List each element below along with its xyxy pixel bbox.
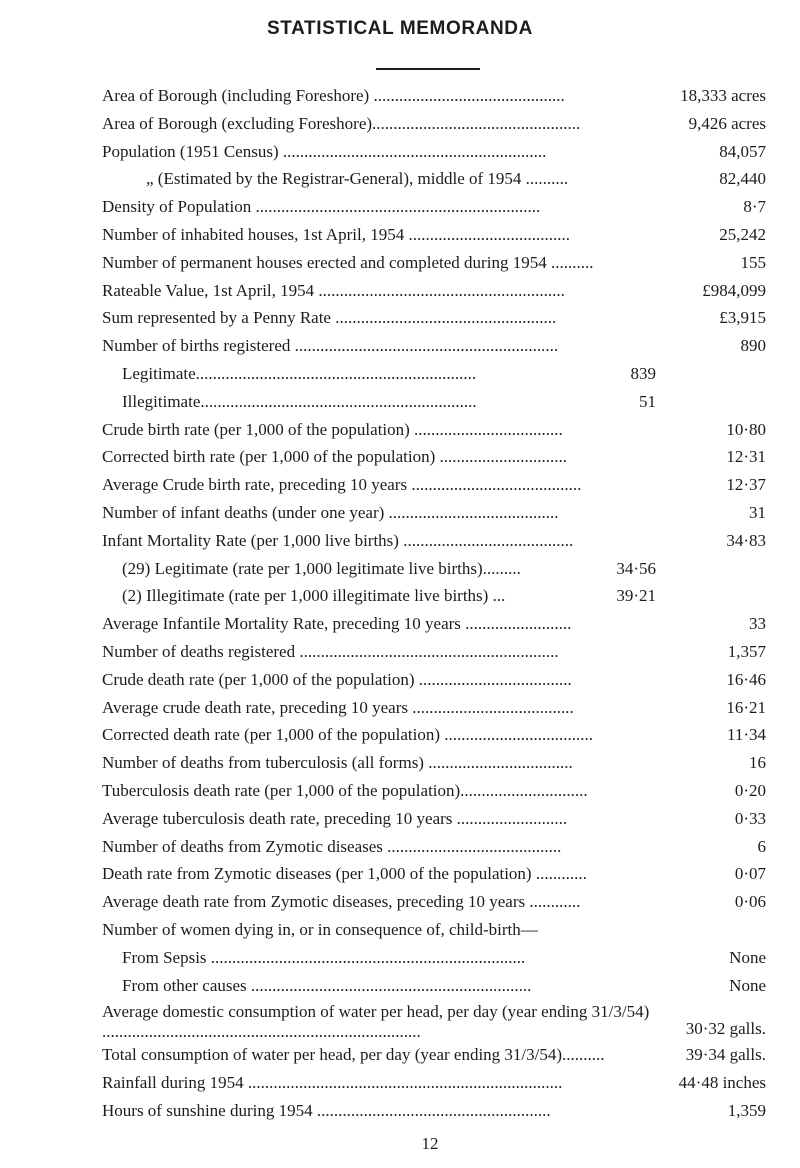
statistic-label: Number of births registered .............................................................. <box>102 336 559 356</box>
statistic-value: 0·07 <box>734 864 766 884</box>
statistic-value: 30·32 galls. <box>685 1019 766 1039</box>
statistic-label: Crude death rate (per 1,000 of the population) .................................... <box>102 669 572 689</box>
statistic-label: Area of Borough (including Foreshore) ............................................. <box>102 86 565 105</box>
statistic-value: 6 <box>757 836 766 856</box>
page-title: STATISTICAL MEMORANDA <box>267 18 533 39</box>
statistic-row <box>102 221 766 249</box>
statistic-row <box>102 110 766 138</box>
statistic-label: Rainfall during 1954 .......................................................................... <box>102 1073 563 1093</box>
statistic-value: 12·31 <box>726 447 766 467</box>
statistic-row <box>102 610 766 638</box>
statistic-value: 44·48 inches <box>678 1073 766 1093</box>
statistic-sub-value: 51 <box>639 391 656 411</box>
statistic-value: None <box>729 975 766 995</box>
statistic-row <box>102 138 766 166</box>
statistic-row <box>102 1069 766 1097</box>
statistic-value: 0·20 <box>734 780 766 800</box>
statistic-row <box>102 694 766 722</box>
statistic-label: Rateable Value, 1st April, 1954 .......................................................... <box>102 280 565 300</box>
statistic-label: Number of inhabited houses, 1st April, 1954 ...................................... <box>102 224 570 244</box>
statistic-label: Average crude death rate, preceding 10 years ...................................... <box>102 697 574 717</box>
statistic-row <box>102 555 766 583</box>
statistic-value: 31 <box>749 502 766 522</box>
title-underline <box>376 68 480 70</box>
statistic-label: From Sepsis .......................................................................... <box>122 947 526 967</box>
statistic-label: Tuberculosis death rate (per 1,000 of the population).............................. <box>102 780 588 800</box>
statistic-row <box>102 82 766 110</box>
statistic-label: Average domestic consumption of water per head, per day (year ending 31/3/54) ........................................................................... <box>102 1002 650 1042</box>
statistic-row <box>102 833 766 861</box>
statistic-value: 8·7 <box>743 197 766 217</box>
statistic-row <box>102 416 766 444</box>
statistic-label: Total consumption of water per head, per day (year ending 31/3/54).......... <box>102 1045 605 1065</box>
statistic-value: 25,242 <box>719 224 766 244</box>
statistic-label: Number of deaths from tuberculosis (all forms) .................................. <box>102 753 573 773</box>
statistic-row <box>102 165 766 193</box>
statistic-row <box>102 360 766 388</box>
statistic-row <box>102 443 766 471</box>
statistic-row <box>102 249 766 277</box>
statistic-row <box>102 721 766 749</box>
statistic-label: Legitimate.................................................................. <box>122 363 477 383</box>
statistic-row <box>102 332 766 360</box>
statistic-row <box>102 471 766 499</box>
statistic-label: Number of deaths registered ............................................................. <box>102 641 559 661</box>
statistic-value: £3,915 <box>719 308 766 328</box>
statistic-value: 12·37 <box>726 475 766 495</box>
statistic-value: 82,440 <box>719 169 766 189</box>
statistic-row <box>102 999 766 1041</box>
statistic-sub-value: 839 <box>630 363 656 383</box>
statistic-label: Illegitimate................................................................. <box>122 391 477 411</box>
statistic-row <box>102 304 766 332</box>
statistic-row <box>102 193 766 221</box>
statistic-label: Average Infantile Mortality Rate, preceding 10 years ......................... <box>102 614 572 634</box>
statistic-value: 890 <box>740 336 766 356</box>
statistic-value: 9,426 acres <box>688 113 766 133</box>
statistic-value: 16 <box>749 753 766 773</box>
statistic-label: Corrected death rate (per 1,000 of the population) ................................... <box>102 725 593 745</box>
statistic-value: 0·33 <box>734 808 766 828</box>
page-number: 12 <box>421 1134 439 1153</box>
statistic-row <box>102 972 766 1000</box>
statistic-row <box>102 777 766 805</box>
statistic-row <box>102 527 766 555</box>
statistic-label: „ (Estimated by the Registrar-General), middle of 1954 .......... <box>146 169 569 189</box>
statistic-value: £984,099 <box>702 280 766 300</box>
statistics-list <box>102 82 766 1125</box>
statistic-row <box>102 388 766 416</box>
statistic-sub-value: 34·56 <box>616 558 656 578</box>
statistic-row <box>102 1041 766 1069</box>
statistic-label: Population (1951 Census) .............................................................. <box>102 141 547 161</box>
statistic-row <box>102 582 766 610</box>
statistic-label: Density of Population ................................................................... <box>102 197 541 217</box>
statistic-label: Number of women dying in, or in consequence of, child-birth— <box>102 919 538 939</box>
statistic-row <box>102 944 766 972</box>
statistic-row <box>102 805 766 833</box>
statistic-label: (29) Legitimate (rate per 1,000 legitimate live births)......... <box>122 558 521 578</box>
statistic-value: 33 <box>749 614 766 634</box>
statistic-label: Death rate from Zymotic diseases (per 1,000 of the population) ............ <box>102 864 587 884</box>
statistic-label: Corrected birth rate (per 1,000 of the population) .............................. <box>102 447 568 467</box>
statistic-label: Number of deaths from Zymotic diseases ......................................... <box>102 836 562 856</box>
statistic-label: Number of infant deaths (under one year) ........................................ <box>102 502 559 522</box>
statistic-label: Average Crude birth rate, preceding 10 years ........................................ <box>102 475 582 495</box>
statistic-row <box>102 499 766 527</box>
statistic-row <box>102 277 766 305</box>
statistic-label: From other causes .................................................................. <box>122 975 532 995</box>
statistic-row <box>102 666 766 694</box>
statistic-value: 0·06 <box>734 892 766 912</box>
statistic-value: 18,333 acres <box>680 86 766 105</box>
statistic-value: 16·21 <box>726 697 766 717</box>
statistic-label: Hours of sunshine during 1954 ....................................................... <box>102 1100 551 1120</box>
statistic-label: Infant Mortality Rate (per 1,000 live births) ........................................ <box>102 530 574 550</box>
statistic-value: 11·34 <box>726 725 766 745</box>
statistic-row <box>102 1097 766 1125</box>
statistic-label: Sum represented by a Penny Rate .................................................... <box>102 308 557 328</box>
statistic-label: Crude birth rate (per 1,000 of the population) ................................... <box>102 419 563 439</box>
statistic-value: 1,359 <box>727 1100 766 1120</box>
statistic-value: 39·34 galls. <box>685 1045 766 1065</box>
statistic-row <box>102 888 766 916</box>
statistic-value: 16·46 <box>726 669 766 689</box>
statistic-value: 84,057 <box>719 141 766 161</box>
statistic-value: 10·80 <box>726 419 766 439</box>
statistic-sub-value: 39·21 <box>616 586 656 606</box>
statistic-row <box>102 860 766 888</box>
statistic-value: 34·83 <box>726 530 766 550</box>
statistic-label: Average death rate from Zymotic diseases, preceding 10 years ............ <box>102 892 581 912</box>
statistic-value: 155 <box>740 252 766 272</box>
statistic-row <box>102 749 766 777</box>
statistic-label: (2) Illegitimate (rate per 1,000 illegitimate live births) ... <box>122 586 506 606</box>
statistic-label: Average tuberculosis death rate, preceding 10 years .......................... <box>102 808 568 828</box>
statistic-row <box>102 916 766 944</box>
statistic-label: Number of permanent houses erected and completed during 1954 .......... <box>102 252 594 272</box>
statistic-value: None <box>729 947 766 967</box>
statistic-value: 1,357 <box>727 641 766 661</box>
statistic-row <box>102 638 766 666</box>
statistic-label: Area of Borough (excluding Foreshore)................................................. <box>102 113 581 133</box>
